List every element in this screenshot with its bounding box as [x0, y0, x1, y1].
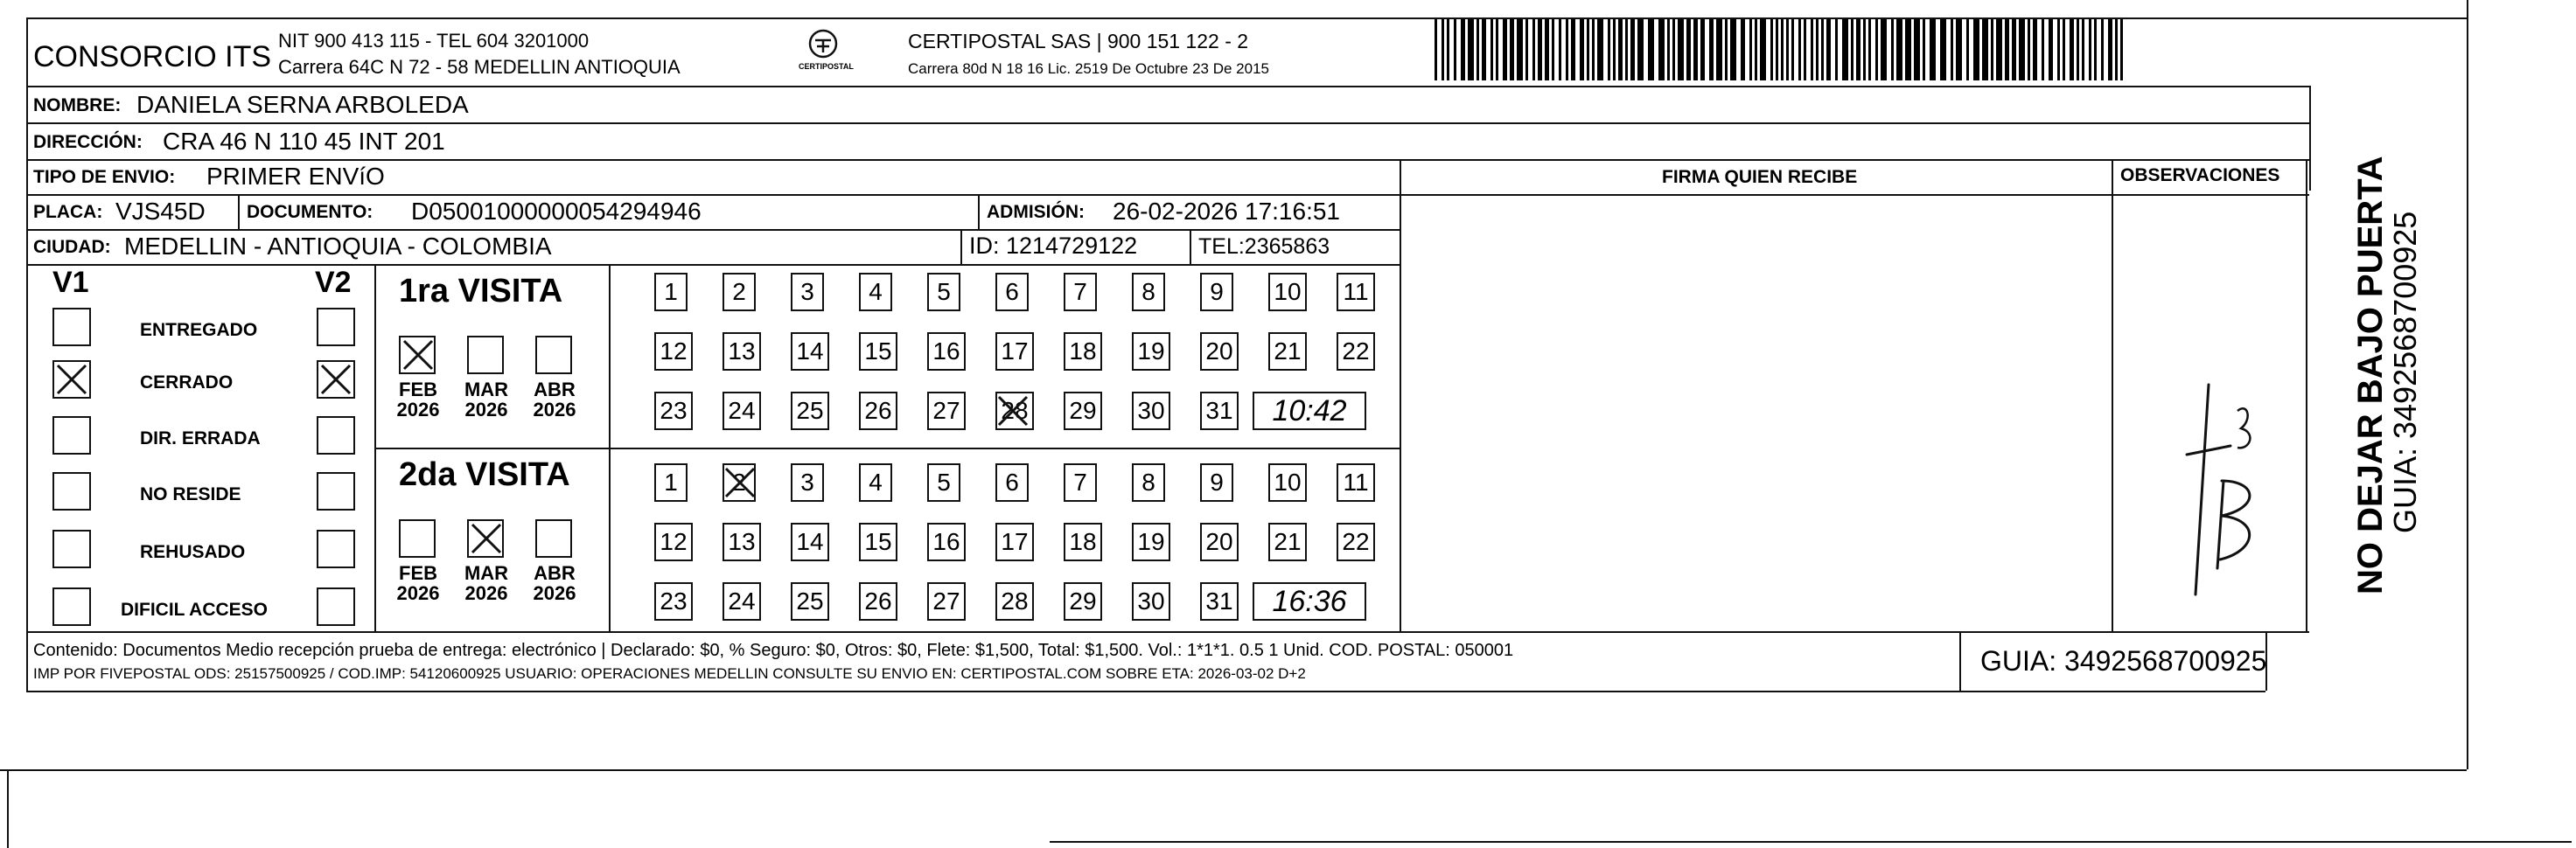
admision-value: 26-02-2026 17:16:51 — [1113, 198, 1340, 225]
no-dejar-bajo-puerta: NO DEJAR BAJO PUERTA — [2351, 156, 2390, 594]
day-box-3[interactable]: 3 — [791, 463, 824, 502]
day-box-10[interactable]: 10 — [1268, 273, 1307, 311]
day-box-29[interactable]: 29 — [1064, 582, 1102, 621]
day-box-12[interactable]: 12 — [654, 332, 693, 371]
tel-value: TEL:2365863 — [1198, 234, 1330, 259]
reason-label-no-reside: NO RESIDE — [140, 484, 241, 504]
obs-left-border — [2112, 159, 2113, 631]
obs-right-border — [2306, 159, 2307, 631]
day-box-2[interactable]: 2 — [723, 273, 756, 311]
tipo-label: TIPO DE ENVIO: — [33, 167, 176, 187]
cell-divider — [960, 229, 962, 264]
day-box-27[interactable]: 27 — [927, 392, 966, 430]
day-box-17[interactable]: 17 — [995, 523, 1034, 561]
day-box-26[interactable]: 26 — [859, 392, 897, 430]
footer-guia: GUIA: 3492568700925 — [1980, 645, 2267, 677]
day-box-11[interactable]: 11 — [1337, 463, 1375, 502]
month-checkbox[interactable] — [467, 336, 504, 374]
day-box-19[interactable]: 19 — [1132, 332, 1170, 371]
outer-right-border — [2467, 0, 2468, 769]
day-box-24[interactable]: 24 — [723, 582, 761, 621]
documento-label: DOCUMENTO: — [247, 202, 373, 222]
placa-value: VJS45D — [115, 198, 206, 225]
visit-time: 16:36 — [1253, 582, 1366, 621]
lower-frame-line — [1050, 841, 2572, 843]
v1-checkbox-dir-errada[interactable] — [52, 416, 91, 455]
row-line — [26, 264, 1400, 266]
v2-checkbox-entregado[interactable] — [317, 308, 355, 346]
day-box-6[interactable]: 6 — [995, 273, 1029, 311]
footer-top-line — [26, 631, 2309, 633]
certipostal-logo — [792, 26, 854, 79]
day-box-14[interactable]: 14 — [791, 523, 829, 561]
day-box-8[interactable]: 8 — [1132, 273, 1165, 311]
day-box-27[interactable]: 27 — [927, 582, 966, 621]
row-line — [26, 86, 2309, 87]
footer-guia-divider — [1959, 631, 1961, 691]
day-box-23[interactable]: 23 — [654, 582, 693, 621]
observation-handwriting — [2134, 350, 2265, 612]
day-box-21[interactable]: 21 — [1268, 332, 1307, 371]
day-box-7[interactable]: 7 — [1064, 273, 1097, 311]
v2-checkbox-rehusado[interactable] — [317, 530, 355, 568]
day-box-16[interactable]: 16 — [927, 332, 966, 371]
visit-time: 10:42 — [1253, 392, 1366, 430]
day-box-22[interactable]: 22 — [1337, 332, 1375, 371]
day-box-8[interactable]: 8 — [1132, 463, 1165, 502]
cell-divider — [978, 194, 980, 229]
firma-left-border — [1400, 159, 1401, 631]
direccion-label: DIRECCIÓN: — [33, 132, 143, 152]
second-visit-title: 2da VISITA — [399, 456, 570, 493]
company-name: CONSORCIO ITS — [33, 40, 272, 73]
right-form-border — [2309, 86, 2311, 191]
day-mark-icon — [723, 465, 757, 510]
cell-divider — [1190, 229, 1191, 264]
row-line — [26, 159, 2309, 161]
day-box-12[interactable]: 12 — [654, 523, 693, 561]
v2-checkbox-dificil-acceso[interactable] — [317, 587, 355, 626]
cell-divider — [238, 194, 240, 229]
day-box-4[interactable]: 4 — [859, 463, 892, 502]
ciudad-value: MEDELLIN - ANTIOQUIA - COLOMBIA — [124, 233, 552, 260]
v1-checkbox-dificil-acceso[interactable] — [52, 587, 91, 626]
day-box-1[interactable]: 1 — [654, 463, 688, 502]
day-box-5[interactable]: 5 — [927, 463, 960, 502]
day-box-6[interactable]: 6 — [995, 463, 1029, 502]
v1-checkbox-rehusado[interactable] — [52, 530, 91, 568]
day-box-15[interactable]: 15 — [859, 332, 897, 371]
row-line — [26, 194, 2309, 196]
day-box-14[interactable]: 14 — [791, 332, 829, 371]
reason-label-cerrado: CERRADO — [140, 372, 234, 393]
day-box-15[interactable]: 15 — [859, 523, 897, 561]
month-label: MAR 2026 — [464, 379, 509, 421]
tipo-value: PRIMER ENVíO — [206, 163, 385, 190]
day-box-21[interactable]: 21 — [1268, 523, 1307, 561]
documento-value: D05001000000054294946 — [411, 198, 702, 225]
day-box-24[interactable]: 24 — [723, 392, 761, 430]
row-line — [26, 229, 1400, 231]
day-box-25[interactable]: 25 — [791, 582, 829, 621]
row-line — [26, 122, 2309, 124]
outer-left-border — [26, 17, 28, 691]
lower-frame-left — [7, 769, 9, 848]
day-box-25[interactable]: 25 — [791, 392, 829, 430]
admision-label: ADMISIÓN: — [987, 202, 1085, 222]
day-box-9[interactable]: 9 — [1200, 273, 1233, 311]
day-box-11[interactable]: 11 — [1337, 273, 1375, 311]
observaciones-label: OBSERVACIONES — [2120, 165, 2280, 185]
reason-label-entregado: ENTREGADO — [140, 320, 258, 340]
v2-checkbox-no-reside[interactable] — [317, 472, 355, 511]
barcode — [1435, 19, 2134, 80]
v1-checkbox-no-reside[interactable] — [52, 472, 91, 511]
visit-divider — [374, 448, 1400, 449]
nombre-label: NOMBRE: — [33, 95, 122, 115]
day-box-2[interactable]: 2 — [723, 463, 756, 502]
v1-label: V1 — [52, 266, 89, 299]
day-box-16[interactable]: 16 — [927, 523, 966, 561]
day-box-1[interactable]: 1 — [654, 273, 688, 311]
first-visit-title: 1ra VISITA — [399, 273, 563, 309]
day-box-17[interactable]: 17 — [995, 332, 1034, 371]
month-checkbox[interactable] — [399, 336, 436, 374]
firma-label: FIRMA QUIEN RECIBE — [1662, 167, 1858, 187]
day-box-18[interactable]: 18 — [1064, 523, 1102, 561]
day-box-7[interactable]: 7 — [1064, 463, 1097, 502]
month-checkbox[interactable] — [535, 519, 572, 558]
day-box-28[interactable]: 28 — [995, 392, 1034, 430]
courier-address: Carrera 80d N 18 16 Lic. 2519 De Octubre 23 De 2015 — [908, 60, 1269, 77]
day-box-22[interactable]: 22 — [1337, 523, 1375, 561]
month-checkbox[interactable] — [535, 336, 572, 374]
month-checkbox[interactable] — [399, 519, 436, 558]
courier-name: CERTIPOSTAL SAS | 900 151 122 - 2 — [908, 30, 1249, 52]
day-box-20[interactable]: 20 — [1200, 332, 1239, 371]
day-box-4[interactable]: 4 — [859, 273, 892, 311]
v2-checkbox-cerrado[interactable] — [317, 360, 355, 399]
day-box-13[interactable]: 13 — [723, 523, 761, 561]
v2-label: V2 — [315, 266, 352, 299]
day-box-31[interactable]: 31 — [1200, 392, 1239, 430]
ciudad-label: CIUDAD: — [33, 237, 111, 257]
nombre-value: DANIELA SERNA ARBOLEDA — [136, 91, 469, 118]
day-box-29[interactable]: 29 — [1064, 392, 1102, 430]
side-guia: GUIA: 3492568700925 — [2387, 211, 2423, 533]
month-checkbox[interactable] — [467, 519, 504, 558]
month-label: FEB 2026 — [396, 562, 440, 605]
day-mark-icon — [995, 393, 1030, 438]
day-box-23[interactable]: 23 — [654, 392, 693, 430]
day-box-20[interactable]: 20 — [1200, 523, 1239, 561]
v1-checkbox-cerrado[interactable] — [52, 360, 91, 399]
day-box-19[interactable]: 19 — [1132, 523, 1170, 561]
reason-label-rehusado: REHUSADO — [140, 542, 246, 562]
month-label: FEB 2026 — [396, 379, 440, 421]
footer-contents: Contenido: Documentos Medio recepción prueba de entrega: electrónico | Declarado: $0, % Seguro: $0, Otros: $0, Flete: $1,500, Total: $1,500. Vol.: 1*1*1. 0.5 1 Unid. COD. POSTAL: 050001 — [33, 641, 1514, 660]
direccion-value: CRA 46 N 110 45 INT 201 — [163, 128, 445, 155]
logo-text: CERTIPOSTAL — [799, 62, 854, 71]
day-box-30[interactable]: 30 — [1132, 392, 1170, 430]
reason-label-dificil-acceso: DIFICIL ACCESO — [121, 600, 269, 620]
day-box-18[interactable]: 18 — [1064, 332, 1102, 371]
day-box-9[interactable]: 9 — [1200, 463, 1233, 502]
lower-frame-top — [0, 769, 2467, 771]
day-box-13[interactable]: 13 — [723, 332, 761, 371]
day-box-28[interactable]: 28 — [995, 582, 1034, 621]
v2-checkbox-dir-errada[interactable] — [317, 416, 355, 455]
day-box-30[interactable]: 30 — [1132, 582, 1170, 621]
main-bottom-border — [26, 691, 2265, 692]
day-box-5[interactable]: 5 — [927, 273, 960, 311]
day-box-26[interactable]: 26 — [859, 582, 897, 621]
month-label: MAR 2026 — [464, 562, 509, 605]
day-box-31[interactable]: 31 — [1200, 582, 1239, 621]
company-nit: NIT 900 413 115 - TEL 604 3201000 — [278, 30, 590, 52]
v1-checkbox-entregado[interactable] — [52, 308, 91, 346]
company-address: Carrera 64C N 72 - 58 MEDELLIN ANTIOQUIA — [278, 56, 681, 78]
placa-label: PLACA: — [33, 202, 103, 222]
footer-print-info: IMP POR FIVEPOSTAL ODS: 25157500925 / COD.IMP: 54120600925 USUARIO: OPERACIONES MEDELLIN CONSULTE SU ENVIO EN: CERTIPOSTAL.COM SOBRE ETA: 2026-03-02 D+2 — [33, 665, 1306, 682]
day-box-10[interactable]: 10 — [1268, 463, 1307, 502]
id-value: ID: 1214729122 — [969, 233, 1138, 259]
month-label: ABR 2026 — [533, 379, 576, 421]
day-box-3[interactable]: 3 — [791, 273, 824, 311]
reason-label-dir-errada: DIR. ERRADA — [140, 428, 261, 448]
month-label: ABR 2026 — [533, 562, 576, 605]
